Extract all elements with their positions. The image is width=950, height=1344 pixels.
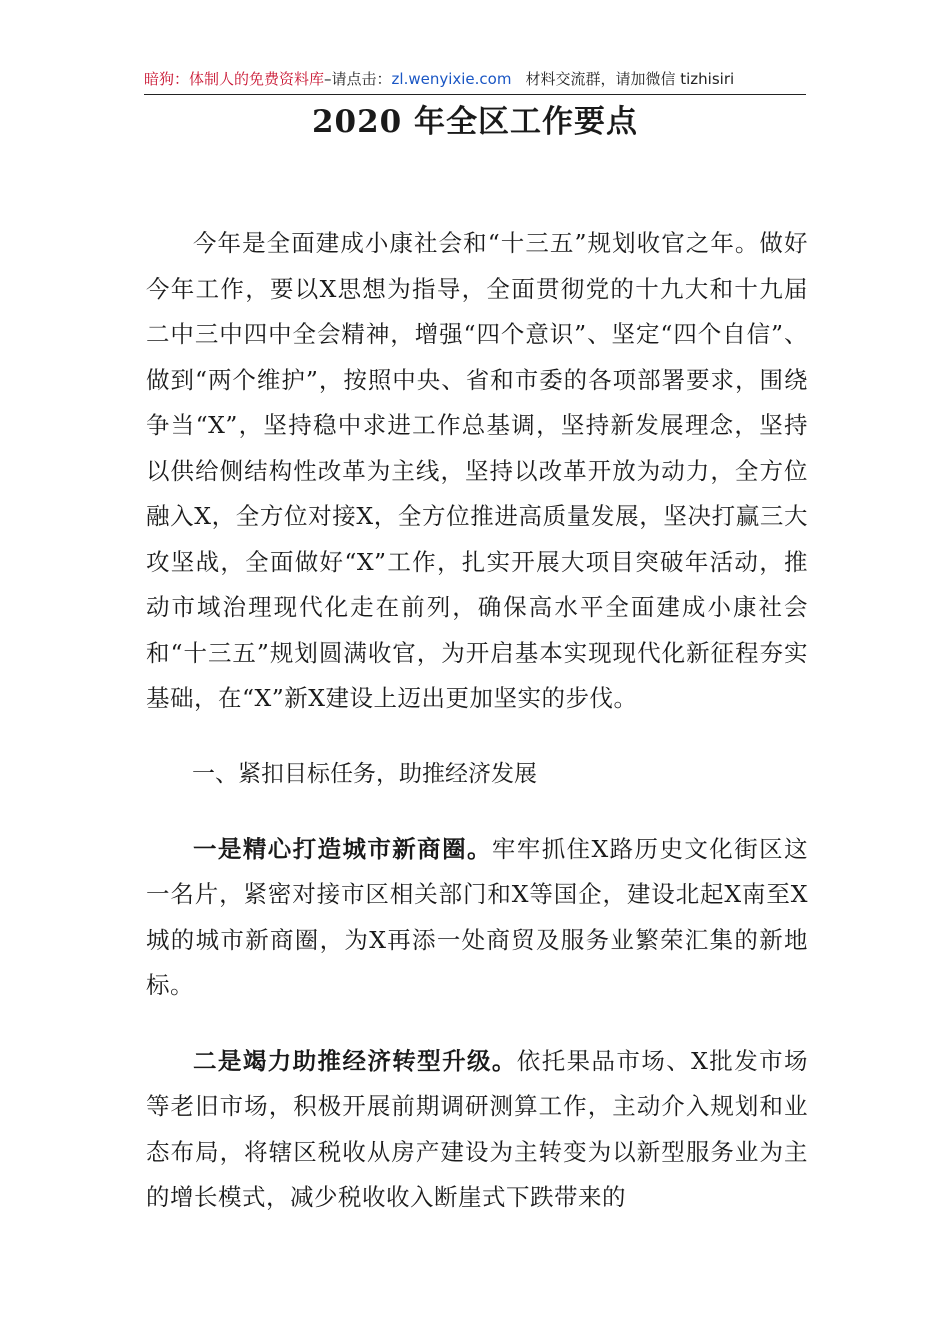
item-body: 牢牢抓住X路历史文化街区这一名片，紧密对接市区相关部门和X等国企，建设北起X南至X城的城市新商圈，为X再添一处商贸及服务业繁荣汇集的新地标。 [146, 834, 809, 999]
document-body [146, 221, 808, 1251]
header-click-prefix: –请点击： [324, 70, 392, 88]
header-brand: 暗狗：体制人的免费资料库 [144, 70, 325, 88]
item-lead: 一是精心打造城市新商圈。 [193, 834, 492, 863]
item-body: 依托果品市场、X批发市场等老旧市场，积极开展前期调研测算工作，主动介入规划和业态布局，将辖区税收从房产建设为主转变为以新型服务业为主的增长模式，减少税收收入断崖式下跌带来的 [146, 1046, 809, 1211]
document-title: 2020 年全区工作要点 [311, 104, 639, 140]
item-paragraph [146, 827, 808, 1009]
item-paragraph [146, 1039, 808, 1221]
header-url-link[interactable]: zl.wenyixie.com [391, 70, 512, 88]
section-heading: 一、紧扣目标任务，助推经济发展 [192, 760, 537, 787]
header-contact: 材料交流群，请加微信 tizhisiri [525, 70, 735, 88]
page-header [144, 64, 806, 95]
intro-paragraph: 今年是全面建成小康社会和“十三五”规划收官之年。做好今年工作，要以X思想为指导，全面贯彻党的十九大和十九届二中三中四中全会精神，增强“四个意识”、坚定“四个自信”、做到“两个维护”，按照中央、省和市委的各项部署要求，围绕争当“X”，坚持稳中求进工作总基调，坚持新发展理念，坚持以供给侧结构性改革为主线，坚持以改革开放为动力，全方位融入X，全方位对接X，全方位推进高质量发展，坚决打赢三大攻坚战，全面做好“X”工作，扎实开展大项目突破年活动，推动市域治理现代化走在前列，确保高水平全面建成小康社会和“十三五”规划圆满收官，为开启基本实现现代化新征程夯实基础，在“X”新X建设上迈出更加坚实的步伐。 [146, 229, 808, 712]
item-lead: 二是竭力助推经济转型升级。 [193, 1046, 517, 1075]
